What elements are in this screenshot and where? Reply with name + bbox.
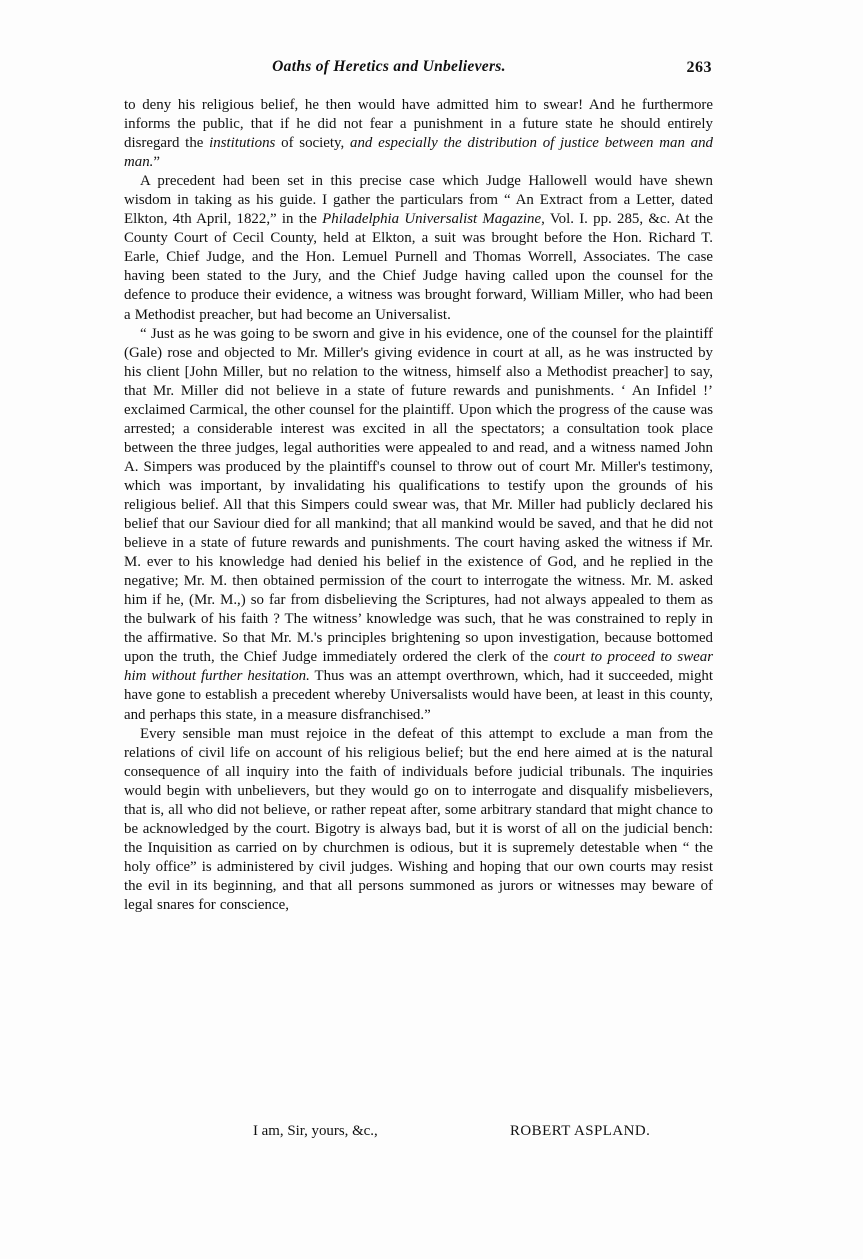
paragraph-1-text-2: of society, — [275, 135, 351, 152]
paragraph-3-text-1: “ Just as he was going to be sworn and give in his evidence, one of the counsel for the plaintiff (Gale) rose and objected to Mr. Miller's giving evidence in court at all, as he was instructed by his client [John Miller, but no relation to the witness, himself also a Methodist preacher] to say, that Mr. Miller did not believe in a state of future rewards and punishments. ‘ An Infidel !’ exclaimed Carmical, the other counsel for the plaintiff. Upon which the progress of the cause was arrested; a considerable interest was excited in all the spectators; a consultation took place between the three judges, legal authorities were appealed to and read, and a witness named John A. Simpers was produced by the plaintiff's counsel to throw out of court Mr. Miller's testimony, which was important, by invalidating his qualifications to testify upon the grounds of his religious belief. All that this Simpers could swear was, that Mr. Miller had publicly declared his belief that our Saviour died for all mankind; that all mankind would be saved, and that he did not believe in a state of future rewards and punishments. The court having asked the witness if Mr. M. ever to his knowledge had denied his belief in the existence of God, and he replied in the negative; Mr. M. then obtained permission of the court to interrogate the witness. Mr. M. asked him if he, (Mr. M.,) so far from disbelieving the Scriptures, had not always appealed to them as the bulwark of his faith ? The witness’ knowledge was such, that he was constrained to reply in the affirmative. So that Mr. M.'s principles brightening so upon investigation, because bottomed upon the truth, the Chief Judge immediately ordered the clerk of the — [124, 325, 713, 666]
paragraph-1-italic-2: and especially the distribution of justice between man and man. — [124, 135, 714, 171]
paragraph-3 — [124, 325, 713, 725]
signature-block — [124, 1122, 713, 1144]
paragraph-2 — [124, 172, 713, 324]
paragraph-3-italic-1: court to proceed to swear him without further hesitation. — [124, 649, 713, 685]
paragraph-4-text-1: Every sensible man must rejoice in the defeat of this attempt to exclude a man from the relations of civil life on account of his religious belief; but the end here aimed at is the natural consequence of all inquiry into the faith of individuals before judicial tribunals. The inquiries would begin with unbelievers, but they would go on to interrogate and disqualify misbelievers, that is, all who did not believe, or rather repeat after, some arbitrary standard that might chance to be acknowledged by the court. Bigotry is always bad, but it is worst of all on the judicial bench: the Inquisition as carried on by churchmen is odious, but it is supremely detestable when “ the holy office” is administered by civil judges. Wishing and hoping that our own courts may resist the evil in its beginning, and that all persons summoned as jurors or witnesses may beware of legal snares for conscience, — [124, 725, 713, 913]
paragraph-1-text-3: ” — [153, 154, 160, 171]
running-head-title: Oaths of Heretics and Unbelievers. — [272, 58, 506, 75]
paragraph-3-text-2: Thus was an attempt overthrown, which, had it succeeded, might have gone to establish a precedent whereby Universalists would have been, at least in this county, and perhaps this state, in a measure disfranchised.” — [124, 668, 713, 723]
body-text-block — [124, 96, 713, 915]
page-number: 263 — [686, 59, 712, 76]
paragraph-1-italic-1: institutions — [209, 135, 276, 152]
paragraph-1 — [124, 96, 713, 172]
signature-closing: I am, Sir, yours, &c., — [253, 1123, 378, 1139]
signature-name: ROBERT ASPLAND. — [510, 1123, 651, 1139]
paragraph-2-text-1: A precedent had been set in this precise case which Judge Hallowell would have shewn wisdom in taking as his guide. I gather the particulars from “ An Extract from a Letter, dated Elkton, 4th April, 1822,” in the — [124, 173, 713, 228]
paragraph-1-text: to deny his religious belief, he then would have admitted him to swear! And he furthermore informs the public, that if he did not fear a punishment in a future state he should entirely disregard the — [124, 97, 713, 152]
paragraph-2-italic-1: Philadelphia Universalist Magazine — [322, 211, 542, 228]
paragraph-2-text-2: , Vol. I. pp. 285, &c. At the County Court of Cecil County, held at Elkton, a suit was brought before the Hon. Richard T. Earle, Chief Judge, and the Hon. Lemuel Purnell and Thomas Worrell, Associates. The case having been stated to the Jury, and the Chief Judge having called upon the counsel for the defence to produce their evidence, a witness was brought forward, William Miller, who had been a Methodist preacher, but had become an Universalist. — [124, 211, 713, 323]
running-head — [124, 58, 712, 80]
paragraph-4 — [124, 725, 713, 915]
